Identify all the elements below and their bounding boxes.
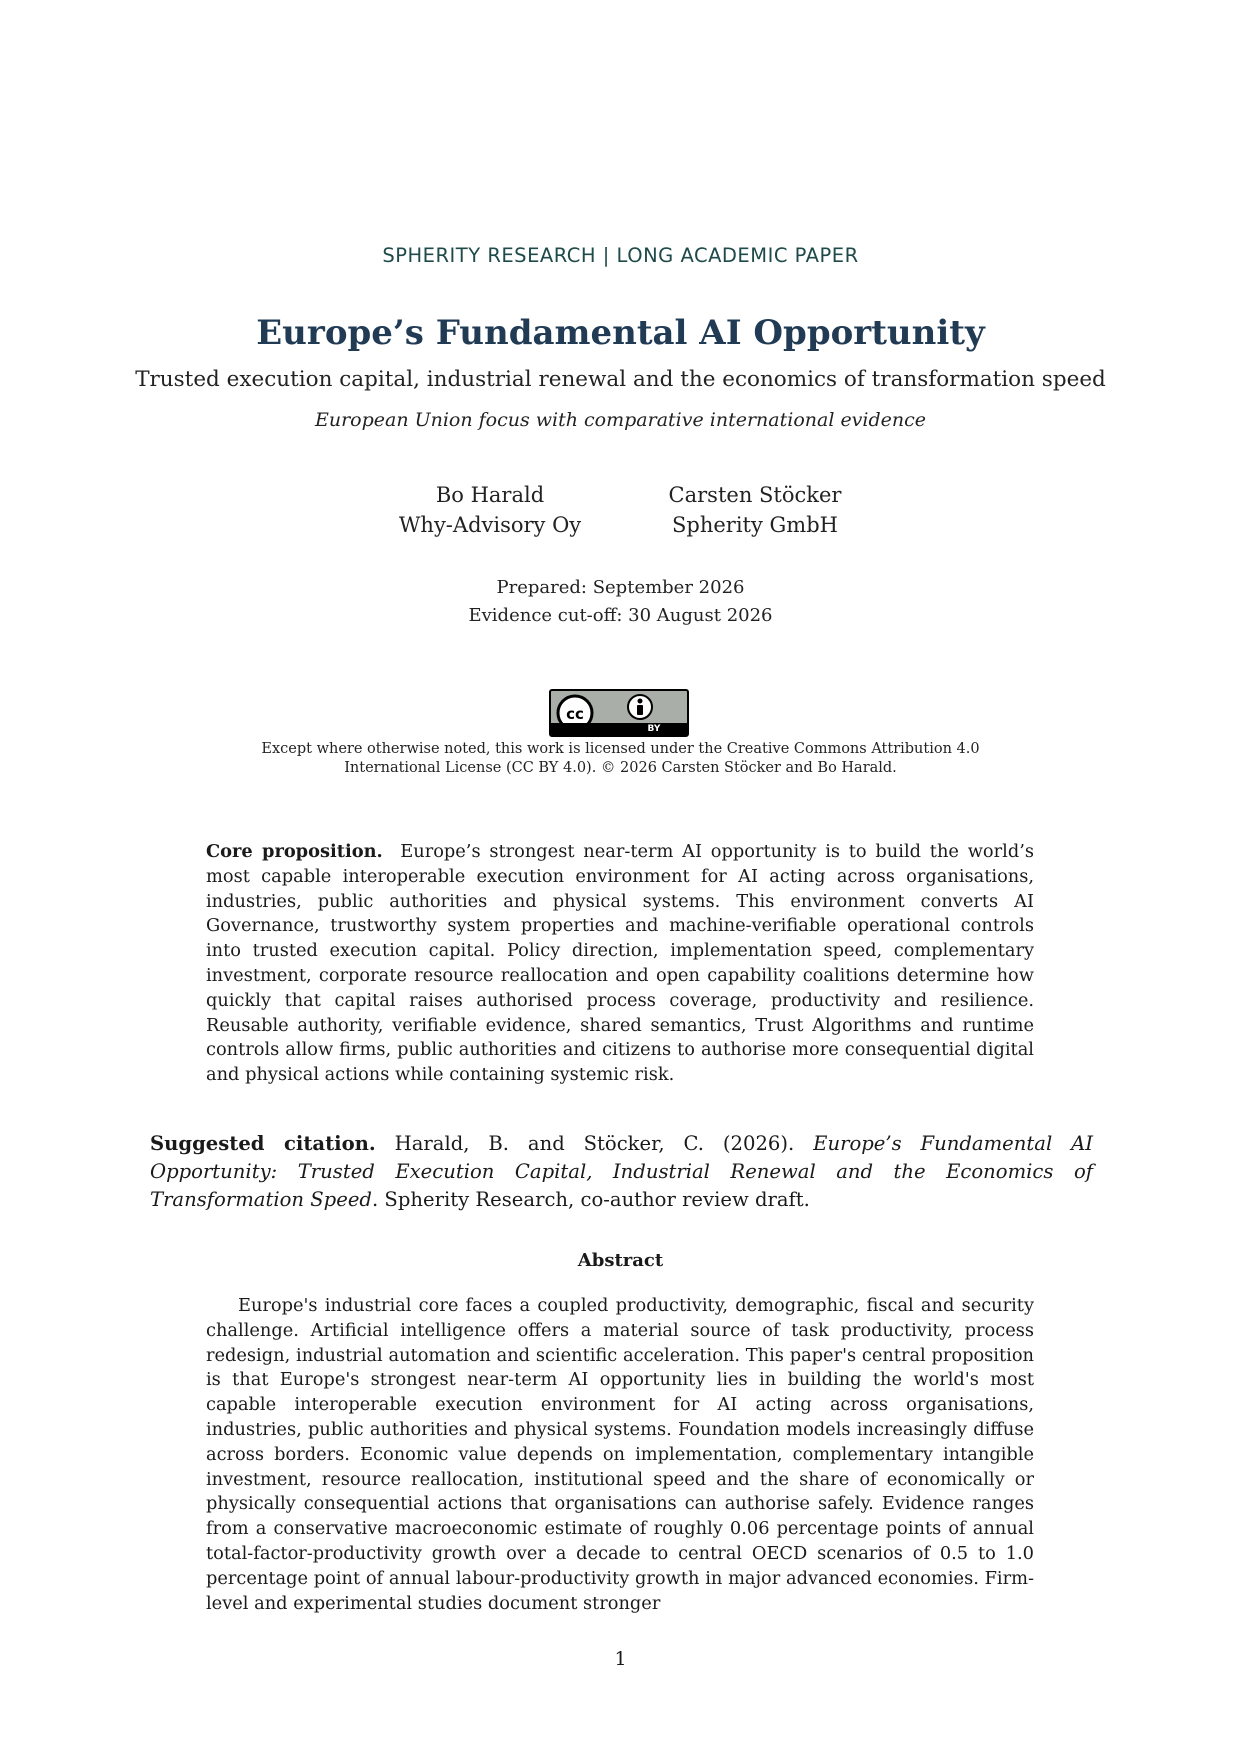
suggested-citation xyxy=(150,1130,1093,1214)
author-affiliation: Spherity GmbH xyxy=(672,513,838,537)
prepared-date: Prepared: September 2026 xyxy=(496,577,745,598)
author-name: Carsten Stöcker xyxy=(668,483,842,507)
license-notice xyxy=(0,740,1241,778)
paper-title: Europe’s Fundamental AI Opportunity xyxy=(256,313,985,353)
core-proposition xyxy=(206,840,1034,1088)
citation-publisher: . Spherity Research, co-author review draft. xyxy=(371,1188,810,1211)
cc-by-label: BY xyxy=(647,724,661,734)
date-block xyxy=(0,574,1241,630)
citation-lead: Suggested citation. xyxy=(150,1132,376,1155)
series-label: SPHERITY RESEARCH | LONG ACADEMIC PAPER xyxy=(382,244,859,267)
citation-authors: Harald, B. and Stöcker, C. (2026). xyxy=(394,1132,795,1155)
abstract-heading: Abstract xyxy=(577,1250,664,1271)
evidence-cutoff-date: Evidence cut-off: 30 August 2026 xyxy=(468,605,773,626)
core-proposition-lead: Core proposition. xyxy=(206,841,383,862)
cc-by-license-badge xyxy=(549,689,689,737)
attribution-person-icon xyxy=(628,695,652,719)
author-block xyxy=(660,480,850,540)
author-affiliation: Why-Advisory Oy xyxy=(398,513,582,537)
citation-work-title: Europe’s Fundamental AI Opportunity: Trusted Execution Capital, Industrial Renewal and the Economics of Transformation Speed xyxy=(150,1132,1093,1211)
paper-focus-note: European Union focus with comparative international evidence xyxy=(314,409,927,431)
author-block xyxy=(380,480,600,540)
page-number: 1 xyxy=(614,1648,627,1670)
license-line: International License (CC BY 4.0). © 2026 Carsten Stöcker and Bo Harald. xyxy=(344,760,897,776)
abstract-text: Europe's industrial core faces a coupled productivity, demographic, fiscal and security challenge. Artificial intelligence offers a material source of task productivity, process redesign, industrial automation and scientific acceleration. This paper's central proposition is that Europe's strongest near-term AI opportunity lies in building the world's most capable interoperable execution environment for AI acting across organisations, industries, public authorities and physical systems. Foundation models increasingly diffuse across borders. Economic value depends on implementation, complementary intangible investment, resource reallocation, institutional speed and the share of economically or physically consequential actions that organisations can authorise safely. Evidence ranges from a conservative macroeconomic estimate of roughly 0.06 percentage points of annual total-factor-productivity growth over a decade to central OECD scenarios of 0.5 to 1.0 percentage point of annual labour-productivity growth in major advanced economies. Firm-level and experimental studies document stronger xyxy=(206,1295,1034,1614)
cc-badge-graphic xyxy=(551,691,689,727)
svg-text:cc: cc xyxy=(566,705,584,723)
core-proposition-text: Europe’s strongest near-term AI opportunity is to build the world’s most capable interoperable execution environment for AI acting across organisations, industries, public authorities and physical systems. This environment converts AI Governance, trustworthy system properties and machine-verifiable operational controls into trusted execution capital. Policy direction, implementation speed, complementary investment, corporate resource reallocation and open capability coalitions determine how quickly that capital raises authorised process coverage, productivity and resilience. Reusable authority, verifiable evidence, shared semantics, Trust Algorithms and runtime controls allow firms, public authorities and citizens to authorise more consequential digital and physical actions while containing systemic risk. xyxy=(206,841,1034,1086)
author-name: Bo Harald xyxy=(435,483,545,507)
license-line: Except where otherwise noted, this work is licensed under the Creative Commons Attribution 4.0 xyxy=(261,741,980,757)
paper-subtitle: Trusted execution capital, industrial renewal and the economics of transformation speed xyxy=(135,367,1106,392)
